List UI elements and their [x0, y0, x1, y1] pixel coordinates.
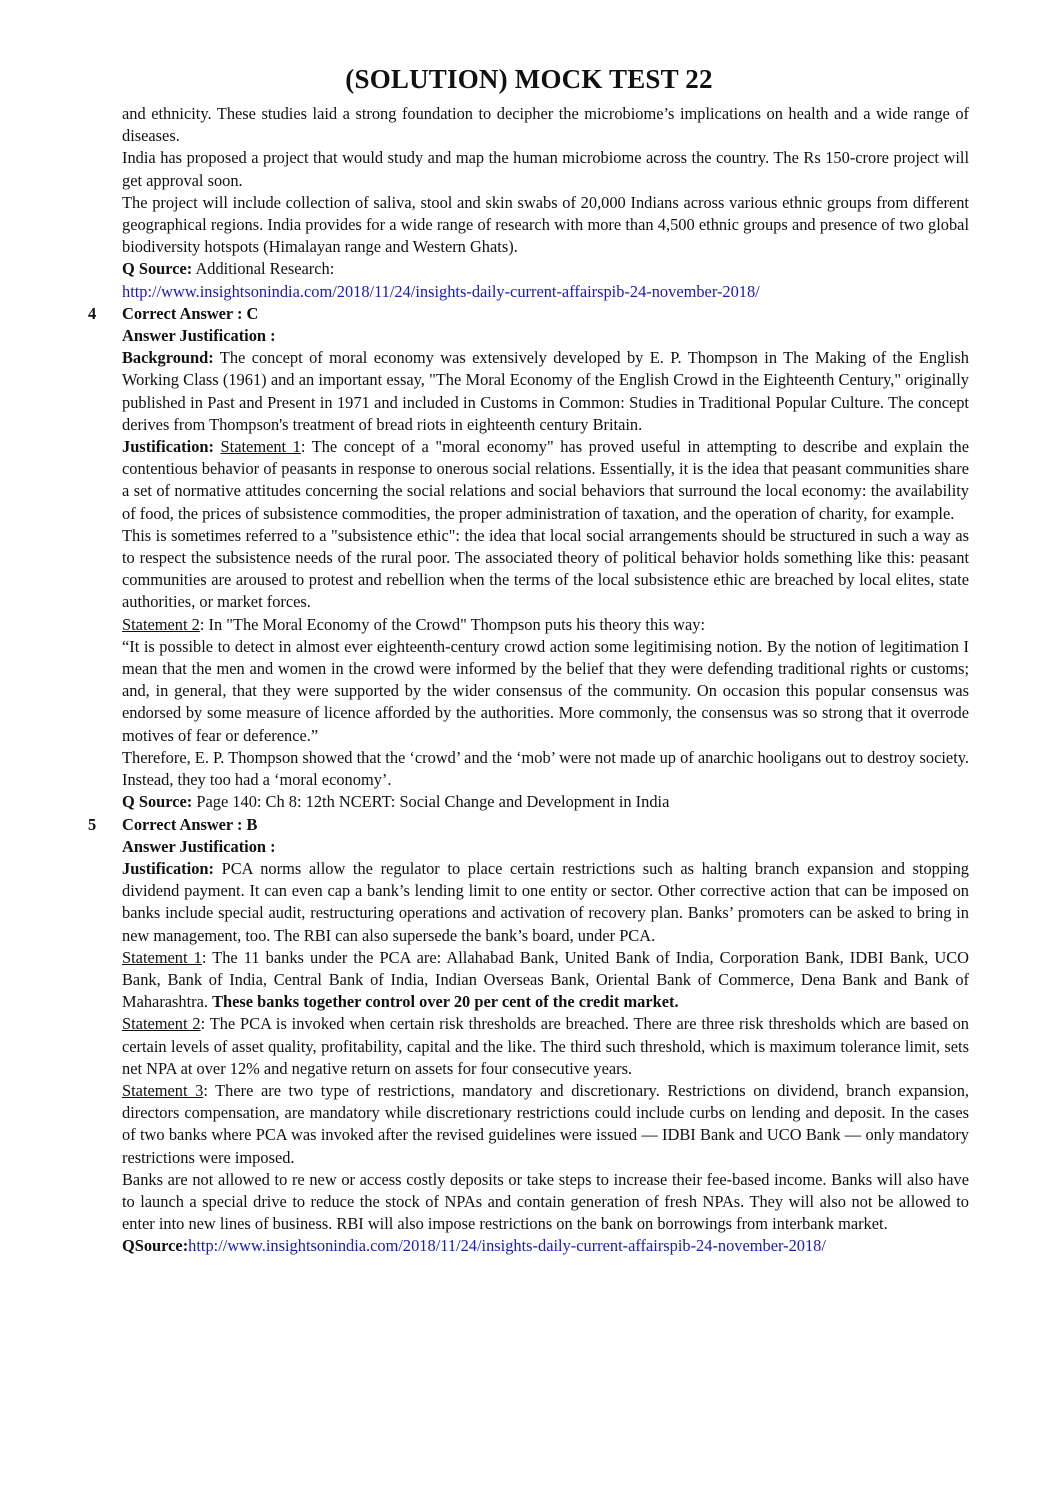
question-number: 5: [88, 814, 97, 834]
justification-label: Justification:: [122, 858, 214, 878]
justification-heading: Answer Justification :: [122, 326, 276, 346]
statement-2-paragraph: [122, 1013, 969, 1080]
correct-answer: Correct Answer : B: [122, 814, 258, 834]
statement-1-label: Statement 1: [122, 947, 202, 967]
question-number: 4: [88, 303, 97, 323]
source-text: Additional Research:: [192, 259, 335, 279]
paragraph: Banks are not allowed to re new or access costly deposits or take steps to increase their fee-based income. Banks will also have to launch a special drive to reduce the stock of NPAs and contain generation of fresh NPAs. They will also not be allowed to enter into new lines of business. RBI will also impose restrictions on the bank on borrowings from interbank market.: [122, 1169, 969, 1234]
statement-1-text: : The concept of a "moral economy" has proved useful in attempting to describe and explain the contentious behavior of peasants in response to onerous social relations. Essentially, it is the idea that peasant communities share a set of normative attitudes concerning the social relations and social behaviors that surround the local economy: the availability of food, the prices of subsistence commodities, the proper administration of taxation, and the operation of charity, for example.: [122, 437, 969, 523]
statement-1-text: : The 11 banks under the PCA are: Allahabad Bank, United Bank of India, Corporation Bank, IDBI Bank, UCO Bank, Bank of India, Central Bank of India, Indian Overseas Bank, Oriental Bank of Commerce, Dena Bank and Bank of Maharashtra.: [122, 947, 969, 1012]
correct-answer: Correct Answer : C: [122, 303, 259, 323]
quote-paragraph: “It is possible to detect in almost ever eighteenth-century crowd action some legitimising notion. By the notion of legitimation I mean that the men and women in the crowd were informed by the belief that they were defending traditional rights or customs; and, in general, that they were supported by the wider consensus of the community. On occasion this popular consensus was endorsed by some measure of licence afforded by the authorities. More commonly, the consensus was so strong that it overrode motives of fear or deference.”: [122, 636, 969, 745]
justification-text: PCA norms allow the regulator to place certain restrictions such as halting branch expansion and stopping dividend payment. It can even cap a bank’s lending limit to one entity or sector. Other corrective action that can be imposed on banks include special audit, restructuring operations and activation of recovery plan. Banks’ promoters can be asked to bring in new management, too. The RBI can also supersede the bank’s board, under PCA.: [122, 858, 969, 945]
statement-1-bold: These banks together control over 20 per cent of the credit market.: [212, 992, 679, 1012]
statement-1-paragraph: [122, 947, 969, 1014]
statement-3-paragraph: [122, 1080, 969, 1169]
statement-2-text: : The PCA is invoked when certain risk thresholds are breached. There are three risk thresholds which are based on certain levels of asset quality, profitability, capital and the like. The third such threshold, which is maximum tolerance limit, sets net NPA at over 12% and negative return on assets for four consecutive years.: [122, 1014, 970, 1078]
justification-label: Justification:: [122, 437, 214, 457]
question-source: [122, 258, 969, 280]
paragraph: and ethnicity. These studies laid a strong foundation to decipher the microbiome’s implications on health and a wide range of diseases.: [122, 104, 969, 146]
source-label: QSource:: [122, 1236, 189, 1256]
question-4: [88, 303, 969, 814]
conclusion-paragraph: Therefore, E. P. Thompson showed that the ‘crowd’ and the ‘mob’ were not made up of anarchic hooligans out to destroy society. Instead, they too had a ‘moral economy’.: [122, 747, 969, 790]
statement-2-label: Statement 2: [122, 614, 200, 634]
statement-1-paragraph: [122, 436, 969, 525]
source-text: Page 140: Ch 8: 12th NCERT: Social Change and Development in India: [192, 792, 670, 812]
question-3-continued: [122, 103, 969, 303]
source-label: Q Source:: [122, 792, 193, 812]
paragraph: This is sometimes referred to a "subsistence ethic": the idea that local social arrangements should be structured in such a way as to respect the subsistence needs of the rural poor. The associated theory of political behavior holds something like this: peasant communities are aroused to protest and rebellion when the terms of the local subsistence ethic are breached by local elites, state authorities, or market forces.: [122, 525, 969, 612]
question-source: [122, 791, 969, 813]
document-body: [88, 103, 970, 1258]
statement-3-text: : There are two type of restrictions, mandatory and discretionary. Restrictions on dividend, branch expansion, directors compensation, are mandatory while discretionary restrictions could include curbs on lending and deposit. In the cases of two banks where PCA was invoked after the revised guidelines were issued — IDBI Bank and UCO Bank — only mandatory restrictions were imposed.: [122, 1080, 969, 1167]
statement-3-label: Statement 3: [122, 1080, 204, 1100]
source-link-line: [122, 281, 969, 303]
statement-1-label: Statement 1: [220, 437, 301, 457]
statement-2-label: Statement 2: [122, 1014, 201, 1034]
question-5: [88, 814, 970, 1258]
justification-heading: Answer Justification :: [122, 836, 276, 856]
question-source: [122, 1235, 969, 1257]
source-label: Q Source:: [122, 259, 193, 279]
statement-2-paragraph: [122, 614, 969, 636]
page-title: (SOLUTION) MOCK TEST 22: [345, 64, 713, 94]
background-label: Background:: [122, 348, 214, 368]
paragraph: The project will include collection of saliva, stool and skin swabs of 20,000 Indians across various ethnic groups from different geographical regions. India provides for a wide range of research with more than 4,500 ethnic groups and presence of two global biodiversity hotspots (Himalayan range and Western Ghats).: [122, 192, 969, 257]
source-link[interactable]: http://www.insightsonindia.com/2018/11/24/insights-daily-current-affairspib-24-november-2018/: [188, 1236, 826, 1256]
statement-2-text: : In "The Moral Economy of the Crowd" Thompson puts his theory this way:: [199, 614, 706, 634]
background-paragraph: [122, 347, 969, 436]
justification-paragraph: [122, 858, 969, 947]
source-link[interactable]: http://www.insightsonindia.com/2018/11/24/insights-daily-current-affairspib-24-november-2018/: [122, 281, 760, 301]
background-text: The concept of moral economy was extensively developed by E. P. Thompson in The Making of the English Working Class (1961) and an important essay, "The Moral Economy of the English Crowd in the Eighteenth Century," originally published in Past and Present in 1971 and included in Customs in Common: Studies in Traditional Popular Culture. The concept derives from Thompson's treatment of bread riots in eighteenth century Britain.: [122, 348, 969, 434]
paragraph: India has proposed a project that would study and map the human microbiome across the country. The Rs 150-crore project will get approval soon.: [122, 148, 969, 190]
